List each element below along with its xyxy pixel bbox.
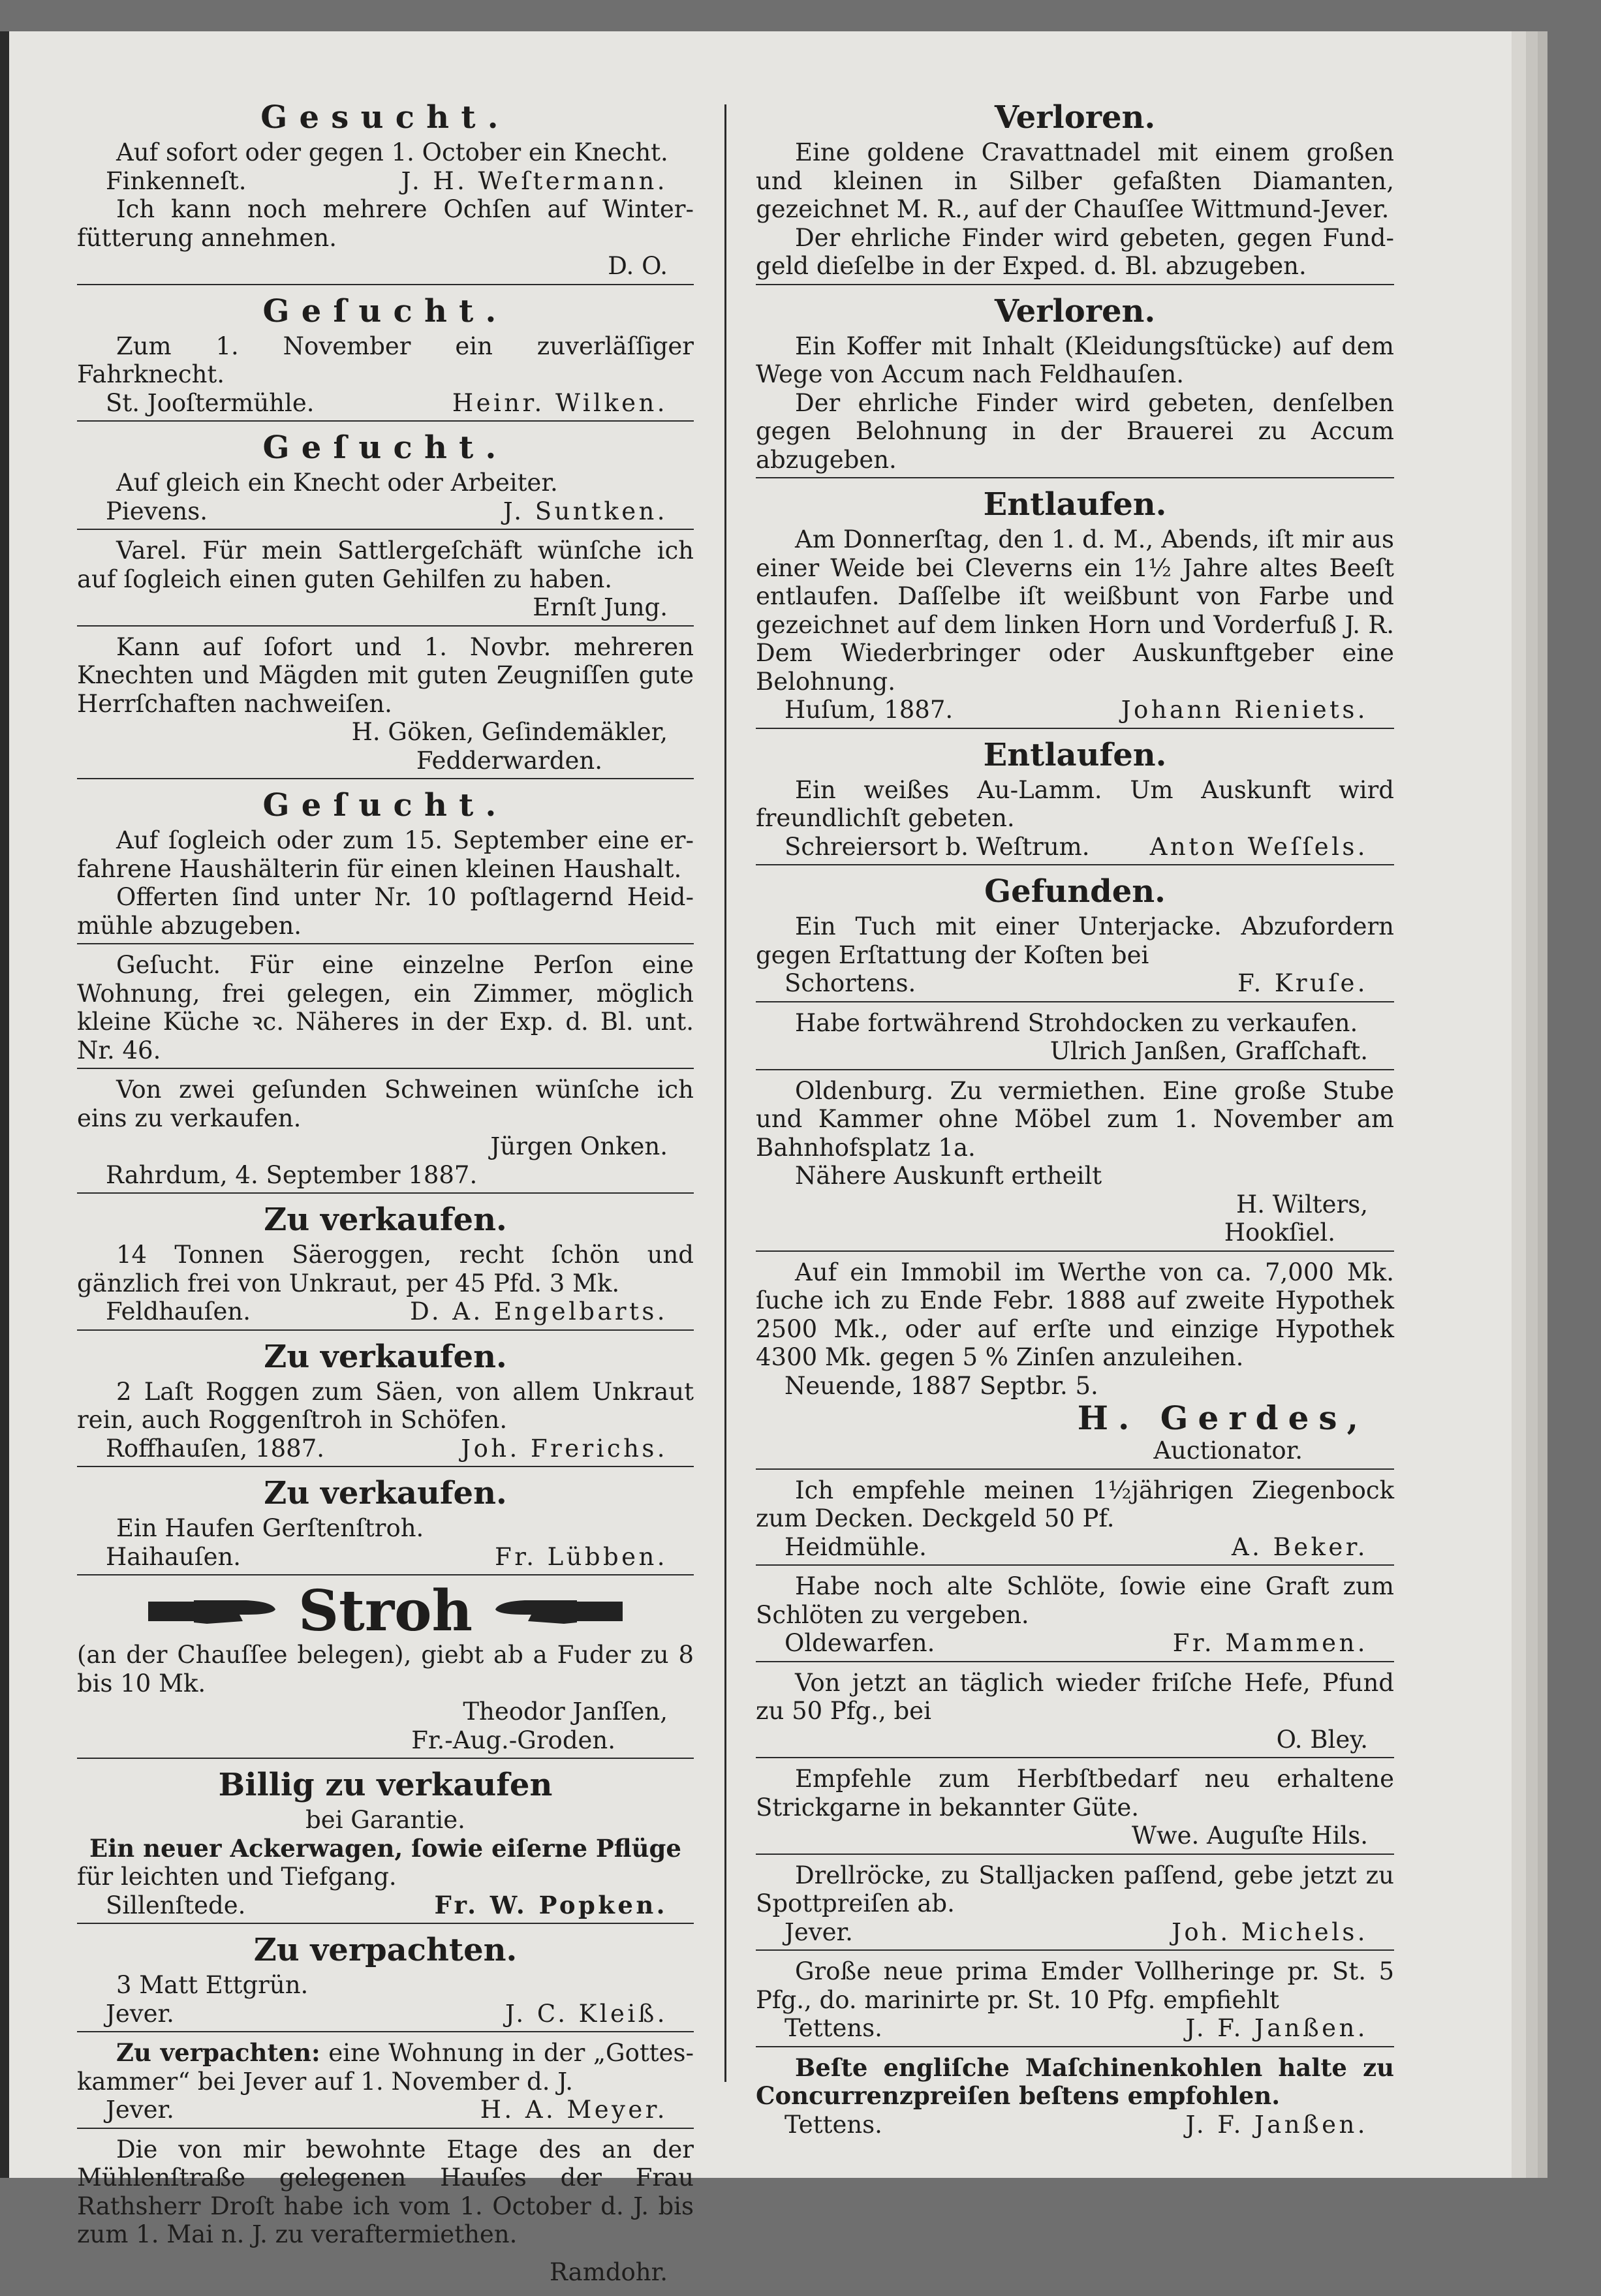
ad-text: Auf ein Immobil im Werthe von ca. 7,000 Mk. ſuche ich zu Ende Febr. 1888 auf zweite Hypothek 2500 Mk., oder auf erſte und einzige Hypothek 4300 Mk. gegen 5 % Zinſen anzuleihen. — [756, 1258, 1394, 1371]
ad-text: Die von mir bewohnte Etage des an der Mühlenſtraße gelegenen Hauſes der Frau Rathsherr Droſt habe ich vom 1. October d. J. bis zum 1. Mai n. J. zu veraftermiethen. — [77, 2135, 694, 2248]
ad-signature: Sillenſtede. Fr. W. Popken. — [106, 1890, 668, 1919]
ad-text: Ein Koffer mit Inhalt (Kleidungsſtücke) auf dem Wege von Accum nach Feldhauſen. — [756, 332, 1394, 388]
ad-zu-verkaufen-gerstenstroh — [77, 1474, 694, 1575]
ad-heading: Stroh — [298, 1578, 473, 1645]
ad-zu-verpachten-ettgruen — [77, 1931, 694, 2032]
ad-hefe — [756, 1669, 1394, 1759]
ad-text: Ich kann noch mehrere Ochſen auf Winterfütterung annehmen. — [77, 195, 694, 252]
ad-signature-title: Auctionator. — [1153, 1436, 1303, 1465]
pointing-hand-right-icon — [148, 1595, 279, 1628]
right-column — [756, 98, 1394, 2149]
ad-text: Ein Tuch mit einer Unterjacke. Abzufordern gegen Erſtattung der Koſten bei — [756, 912, 1394, 969]
ad-signature: Ramdohr. — [549, 2257, 668, 2286]
ad-signature: Tettens. J. F. Janßen. — [785, 2014, 1368, 2042]
ad-place-date: Neuende, 1887 Septbr. 5. — [785, 1371, 1098, 1400]
ad-signature-place: Hookſiel. — [1224, 1218, 1335, 1247]
ad-text: Offerten ſind unter Nr. 10 poſtlagernd Heidmühle abzugeben. — [77, 883, 694, 940]
ad-gesucht-knecht — [77, 98, 694, 285]
ad-heading: Verloren. — [994, 99, 1156, 136]
ad-gesucht-arbeiter — [77, 428, 694, 530]
ad-text: Auf ſogleich oder zum 15. September eine erfahrene Haushälterin für einen kleinen Haushalt. — [77, 826, 694, 883]
ad-signature: St. Jooſtermühle. Heinr. Wilken. — [106, 388, 668, 417]
ad-heading: Entlaufen. — [983, 486, 1167, 523]
scan-edge — [0, 31, 9, 2178]
ad-text: Oldenburg. Zu vermiethen. Eine große Stube und Kammer ohne Möbel zum 1. November am Bahnhofsplatz 1a. — [756, 1076, 1394, 1162]
ad-text: Beſte engliſche Maſchinenkohlen halte zu Concurrenzpreiſen beſtens empfohlen. — [756, 2053, 1394, 2110]
ad-text: Am Donnerſtag, den 1. d. M., Abends, iſt mir aus einer Weide bei Cleverns ein 1½ Jahre altes Beeſt entlaufen. Daſſelbe iſt weißbunt von Farbe und gezeichnet auf dem linken Horn und Vorderfuß J. R. Dem Wiederbringer oder Auskunftgeber eine Belohnung. — [756, 525, 1394, 696]
ad-entlaufen-lamm — [756, 736, 1394, 866]
ad-zu-verpachten-wohnung — [77, 2039, 694, 2129]
ad-signature: O. Bley. — [1276, 1725, 1368, 1754]
ad-ramdohr — [77, 2135, 694, 2290]
ad-subheading: bei Garantie. — [305, 1806, 465, 1834]
ad-kohlen — [756, 2054, 1394, 2143]
ad-billig-zu-verkaufen — [77, 1765, 694, 1924]
ad-text: Ich empfehle meinen 1½jährigen Ziegenbock zum Decken. Deckgeld 50 Pf. — [756, 1476, 1394, 1532]
ad-heading: Gefunden. — [984, 873, 1166, 910]
ad-text: Von zwei geſunden Schweinen wünſche ich eins zu verkaufen. — [77, 1076, 694, 1132]
ad-text: 2 Laſt Roggen zum Säen, von allem Unkraut rein, auch Roggenſtroh in Schöfen. — [77, 1377, 694, 1434]
ad-heading: Zu verkaufen. — [264, 1338, 507, 1375]
ad-gesucht-fahrknecht — [77, 292, 694, 422]
ad-text: Nähere Auskunft ertheilt — [795, 1162, 1102, 1190]
ad-signature: Oldewarfen. Fr. Mammen. — [785, 1629, 1368, 1657]
ad-text: Zu verpachten: eine Wohnung in der „Gotteskammer“ bei Jever auf 1. November d. J. — [77, 2038, 694, 2096]
ad-ziegenbock — [756, 1476, 1394, 1566]
ad-text: Habe noch alte Schlöte, ſowie eine Graft zum Schlöten zu vergeben. — [756, 1572, 1394, 1629]
ad-signature: Jever. Joh. Michels. — [785, 1917, 1368, 1946]
ad-verloren-koffer — [756, 292, 1394, 479]
ad-gesucht-haushaelterin — [77, 786, 694, 944]
ad-text: Geſucht. Für eine einzelne Perſon eine Wohnung, frei gelegen, ein Zimmer, möglich kleine Küche ꝛc. Näheres in der Exp. d. Bl. unt. Nr. 46. — [77, 951, 694, 1064]
ad-signature: Finkenneſt. J. H. Weſtermann. — [106, 166, 668, 195]
ad-signature: Tettens. J. F. Janßen. — [785, 2110, 1368, 2139]
ad-signature: Haihauſen. Fr. Lübben. — [106, 1542, 668, 1571]
ad-signature: Schortens. F. Kruſe. — [785, 969, 1368, 997]
ad-text: Drellröcke, zu Stalljacken paſſend, gebe jetzt zu Spottpreiſen ab. — [756, 1861, 1394, 1917]
ad-signature: D. O. — [608, 252, 668, 280]
ad-signature: H. Göken, Geſindemäkler, — [351, 718, 668, 746]
ad-text: (an der Chauſſee belegen), giebt ab a Fuder zu 8 bis 10 Mk. — [77, 1641, 694, 1698]
ad-signature: Huſum, 1887. Johann Rieniets. — [785, 696, 1368, 724]
ad-text: Große neue prima Emder Vollheringe pr. St. 5 Pfg., do. marinirte pr. St. 10 Pfg. empfiehlt — [756, 1957, 1394, 2014]
ad-signature: Jever. J. C. Kleiß. — [106, 1999, 668, 2028]
ad-heading: Gesucht. — [260, 99, 510, 136]
ad-text: Empfehle zum Herbſtbedarf neu erhaltene Strickgarne in bekannter Güte. — [756, 1765, 1394, 1822]
ad-signature: H. Wilters, — [1236, 1190, 1368, 1218]
ad-heading: Zu verpachten. — [253, 1932, 518, 1968]
ad-signature: Schreiersort b. Weſtrum. Anton Weſſels. — [785, 832, 1368, 861]
ad-drellroecke — [756, 1861, 1394, 1951]
ad-heading: Geſucht. — [262, 787, 508, 824]
ad-signature: Wwe. Auguſte Hils. — [1131, 1822, 1368, 1850]
ad-heading: Geſucht. — [262, 429, 508, 466]
ad-text: 14 Tonnen Säeroggen, recht ſchön und gänzlich frei von Unkraut, per 45 Pfd. 3 Mk. — [77, 1241, 694, 1297]
ad-signature: Pievens. J. Suntken. — [106, 497, 668, 525]
ad-verloren-cravattnadel — [756, 98, 1394, 285]
ad-signature: Theodor Janſſen, — [463, 1698, 668, 1726]
ad-text: Habe fortwährend Strohdocken zu verkaufen. — [795, 1008, 1358, 1037]
ad-heading: Zu verkaufen. — [264, 1475, 507, 1512]
ad-place-date: Rahrdum, 4. September 1887. — [106, 1160, 478, 1189]
ad-signature-place: Fedderwarden. — [416, 746, 602, 775]
ad-text: Der ehrliche Finder wird gebeten, denſelben gegen Belohnung in der Brauerei zu Accum abzugeben. — [756, 388, 1394, 474]
ad-signature: Ulrich Janßen, Grafſchaft. — [1049, 1037, 1368, 1065]
column-rule — [724, 104, 726, 2082]
ad-strohdocken — [756, 1009, 1394, 1070]
page-edge — [1526, 31, 1538, 2178]
ad-text: Zum 1. November ein zuverläſſiger Fahrknecht. — [77, 332, 694, 388]
page-edge — [1512, 31, 1526, 2178]
ad-text: für leichten und Tiefgang. — [77, 1863, 397, 1891]
stroh-banner — [77, 1578, 694, 1645]
ad-wohnung-gesucht — [77, 951, 694, 1069]
ad-heading: Geſucht. — [262, 292, 508, 330]
ad-text: Auf gleich ein Knecht oder Arbeiter. — [116, 469, 558, 497]
ad-signature: Heidmühle. A. Beker. — [785, 1532, 1368, 1561]
ad-stroh — [77, 1578, 694, 1759]
ad-oldenburg-vermiethen — [756, 1077, 1394, 1252]
ad-text: Von jetzt an täglich wieder friſche Hefe, Pfund zu 50 Pfg., bei — [756, 1668, 1394, 1725]
ad-signature: Ernſt Jung. — [533, 593, 668, 621]
ad-zu-verkaufen-saeroggen — [77, 1200, 694, 1331]
ad-signature: H. Gerdes, — [1077, 1399, 1368, 1437]
ad-heading: Verloren. — [994, 292, 1156, 330]
ad-text: 3 Matt Ettgrün. — [116, 1971, 309, 1999]
ad-text: Der ehrliche Finder wird gebeten, gegen Fundgeld dieſelbe in der Exped. d. Bl. abzugeben. — [756, 223, 1394, 280]
ad-heringe — [756, 1957, 1394, 2047]
ad-text: Ein weißes Au-Lamm. Um Auskunft wird freundlichſt gebeten. — [756, 775, 1394, 832]
ad-goeken — [77, 633, 694, 780]
ad-gerdes-hypothek — [756, 1258, 1394, 1470]
ad-varel — [77, 536, 694, 627]
ad-entlaufen-beest — [756, 485, 1394, 729]
ad-bold-line: Ein neuer Ackerwagen, ſowie eiſerne Pflüge — [89, 1833, 681, 1863]
ad-signature: Jürgen Onken. — [490, 1132, 668, 1160]
page-edge — [1538, 31, 1547, 2178]
ad-schloete — [756, 1572, 1394, 1662]
ad-heading: Zu verkaufen. — [264, 1202, 507, 1238]
left-column — [77, 98, 694, 2296]
pointing-hand-left-icon — [492, 1595, 623, 1628]
ad-signature: Jever. H. A. Meyer. — [106, 2096, 668, 2124]
ad-text: Varel. Für mein Sattlergeſchäft wünſche ich auf ſogleich einen guten Gehilfen zu haben. — [77, 536, 694, 593]
ad-text: Auf sofort oder gegen 1. October ein Knecht. — [116, 138, 668, 166]
ad-signature: Feldhauſen. D. A. Engelbarts. — [106, 1297, 668, 1326]
ad-text: Kann auf ſofort und 1. Novbr. mehreren Knechten und Mägden mit guten Zeugniſſen gute Herrſchaften nachweiſen. — [77, 632, 694, 718]
ad-gefunden — [756, 872, 1394, 1002]
ad-schweine — [77, 1076, 694, 1194]
ad-text: Ein Haufen Gerſtenſtroh. — [116, 1514, 424, 1542]
ad-heading: Billig zu verkaufen — [218, 1767, 553, 1803]
ad-signature: Roffhauſen, 1887. Joh. Frerichs. — [106, 1434, 668, 1463]
ad-text: Eine goldene Cravattnadel mit einem großen und kleinen in Silber gefaßten Diamanten, gezeichnet M. R., auf der Chauſſee Wittmund-Jever. — [756, 138, 1394, 223]
ad-signature-place: Fr.-Aug.-Groden. — [411, 1726, 615, 1754]
ad-zu-verkaufen-roggen — [77, 1337, 694, 1468]
ad-heading: Entlaufen. — [983, 736, 1167, 773]
ad-strickgarne — [756, 1765, 1394, 1855]
